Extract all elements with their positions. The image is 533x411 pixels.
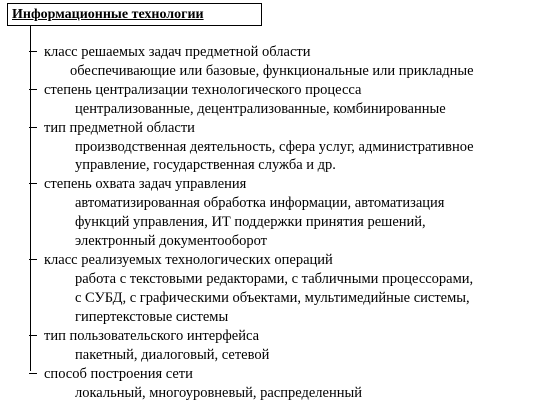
category-values: автоматизированная обработка информации, автоматизация [75,195,445,211]
branch-dash [29,328,38,345]
category-values: электронный документооборот [75,233,267,249]
diagram-title: Информационные технологии [7,3,262,26]
branch-dash [29,44,38,61]
category-operations-class [29,252,333,269]
category-values: управление, государственная служба и др. [75,157,336,173]
category-values: работа с текстовыми редакторами, с табличными процессорами, [75,271,474,287]
category-label: степень централизации технологического процесса [44,82,362,98]
category-label: тип пользовательского интерфейса [44,328,260,344]
category-management-coverage [29,176,246,193]
category-label: степень охвата задач управления [44,176,247,192]
branch-dash [29,120,38,137]
branch-dash [29,366,38,383]
category-values: гипертекстовые системы [75,309,229,325]
category-class-of-tasks [29,44,311,61]
category-values: локальный, многоуровневый, распределенный [75,385,362,401]
category-label: класс реализуемых технологических операций [44,252,333,268]
category-subject-area [29,120,195,137]
branch-dash [29,252,38,269]
category-values: с СУБД, с графическими объектами, мультимедийные системы, [75,290,470,306]
category-label: класс решаемых задач предметной области [44,44,311,60]
tree-trunk-line [30,26,31,371]
category-label: способ построения сети [44,366,193,382]
category-label: тип предметной области [44,120,195,136]
branch-dash [29,82,38,99]
category-values: централизованные, децентрализованные, комбинированные [75,101,446,117]
category-network-construction [29,366,193,383]
category-values: производственная деятельность, сфера услуг, административное [75,139,474,155]
category-user-interface [29,328,259,345]
branch-dash [29,176,38,193]
category-values: пакетный, диалоговый, сетевой [75,347,270,363]
category-centralization [29,82,361,99]
category-values: обеспечивающие или базовые, функциональные или прикладные [70,63,474,79]
category-values: функций управления, ИТ поддержки принятия решений, [75,214,426,230]
